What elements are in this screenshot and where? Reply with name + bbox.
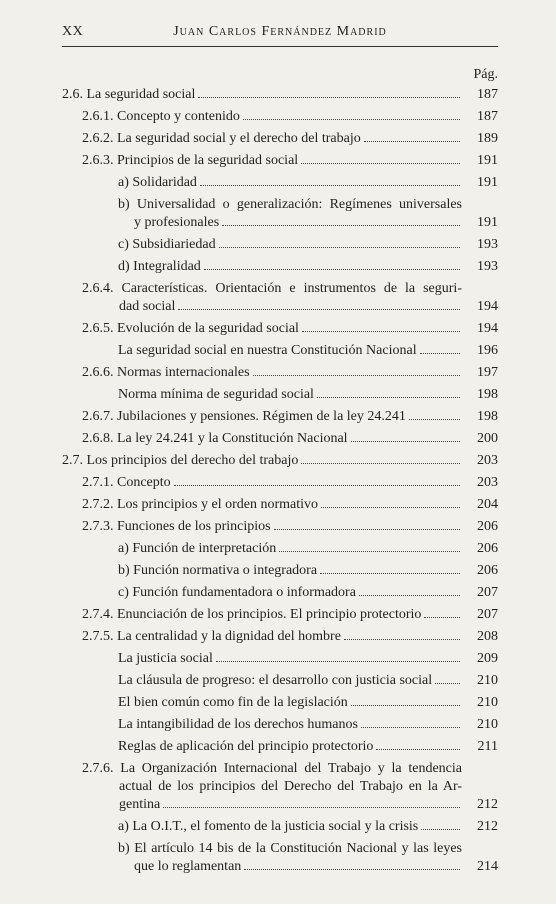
dot-leader bbox=[253, 375, 460, 376]
page-column-label: Pág. bbox=[473, 67, 498, 82]
toc-entry-title bbox=[82, 130, 498, 148]
dot-leader bbox=[244, 869, 460, 870]
toc-entry bbox=[62, 650, 498, 668]
toc-entry bbox=[62, 584, 498, 602]
toc-entry-text: 2.7.5. La centralidad y la dignidad del hombre bbox=[82, 629, 341, 644]
dot-leader bbox=[222, 225, 460, 226]
toc-entry-text: 2.6.6. Normas internacionales bbox=[82, 365, 250, 380]
toc-entry-line bbox=[82, 518, 462, 536]
running-title: Juan Carlos Fernández Madrid bbox=[173, 24, 387, 39]
toc-page-number: 206 bbox=[477, 519, 498, 534]
toc-entry-title bbox=[118, 196, 498, 232]
dot-leader bbox=[435, 683, 460, 684]
toc-entry-line bbox=[118, 584, 462, 602]
toc-entry-title bbox=[82, 628, 498, 646]
toc-entry-title bbox=[118, 540, 498, 558]
toc-entry-title bbox=[62, 86, 498, 104]
toc-entry-title bbox=[118, 650, 498, 668]
toc-entry-text: 2.7.3. Funciones de los principios bbox=[82, 519, 271, 534]
toc-entry-title bbox=[118, 236, 498, 254]
dot-leader bbox=[178, 309, 460, 310]
dot-leader bbox=[320, 573, 460, 574]
dot-leader bbox=[219, 247, 460, 248]
toc-page-number: 198 bbox=[477, 387, 498, 402]
toc-entry bbox=[62, 474, 498, 492]
toc-entry-line bbox=[118, 236, 462, 254]
dot-leader bbox=[198, 97, 460, 98]
toc-page-number: 191 bbox=[477, 175, 498, 190]
toc-entry-line bbox=[118, 858, 462, 876]
toc-entry-title bbox=[118, 174, 498, 192]
toc-entry-title bbox=[118, 562, 498, 580]
toc-entry-text: 2.7.2. Los principios y el orden normativo bbox=[82, 497, 319, 512]
toc-entry-text: 2.7.4. Enunciación de los principios. El principio protectorio bbox=[82, 607, 422, 622]
toc-page-number: 209 bbox=[477, 651, 498, 666]
toc-entry-text: El bien común como fin de la legislación bbox=[118, 695, 348, 710]
toc-entry-text: 2.6.2. La seguridad social y el derecho del trabajo bbox=[82, 131, 361, 146]
toc-entry bbox=[62, 152, 498, 170]
toc-entry bbox=[62, 86, 498, 104]
toc-entry-line bbox=[82, 152, 462, 170]
toc-page-number: 197 bbox=[477, 365, 498, 380]
dot-leader bbox=[274, 529, 460, 530]
toc-page-number: 203 bbox=[477, 475, 498, 490]
toc-entry-title bbox=[82, 430, 498, 448]
toc-entry-text: a) Función de interpretación bbox=[118, 541, 277, 556]
toc-page-number: 210 bbox=[477, 717, 498, 732]
dot-leader bbox=[301, 163, 460, 164]
toc-entry bbox=[62, 562, 498, 580]
toc-entry-line bbox=[82, 496, 462, 514]
dot-leader bbox=[421, 829, 460, 830]
toc-entry-text: 2.6.1. Concepto y contenido bbox=[82, 109, 240, 124]
page-folio: XX bbox=[62, 24, 84, 39]
page-header bbox=[62, 24, 498, 47]
dot-leader bbox=[243, 119, 460, 120]
toc-entry-text: Reglas de aplicación del principio protectorio bbox=[118, 739, 374, 754]
toc-page-number: 207 bbox=[477, 607, 498, 622]
toc-entry bbox=[62, 540, 498, 558]
toc-entry bbox=[62, 716, 498, 734]
toc-entry bbox=[62, 760, 498, 814]
toc-entry bbox=[62, 130, 498, 148]
dot-leader bbox=[424, 617, 460, 618]
toc-entry-line bbox=[118, 818, 462, 836]
toc-page-number: 214 bbox=[477, 859, 498, 874]
toc-entry bbox=[62, 196, 498, 232]
toc-entry bbox=[62, 606, 498, 624]
toc-page-number: 210 bbox=[477, 673, 498, 688]
dot-leader bbox=[351, 441, 460, 442]
toc-page-number: 212 bbox=[477, 797, 498, 812]
toc-entry-text: 2.6.8. La ley 24.241 y la Constitución Nacional bbox=[82, 431, 348, 446]
toc-entry-title bbox=[118, 738, 498, 756]
toc-entry-line bbox=[82, 778, 462, 796]
toc-entry-line bbox=[118, 694, 462, 712]
toc-page-number: 191 bbox=[477, 153, 498, 168]
toc-entry bbox=[62, 452, 498, 470]
toc-entry-title bbox=[118, 818, 498, 836]
toc-entry-text: Norma mínima de seguridad social bbox=[118, 387, 314, 402]
toc-page-number: 208 bbox=[477, 629, 498, 644]
toc-entry-line bbox=[118, 258, 462, 276]
toc-page-number: 191 bbox=[477, 215, 498, 230]
dot-leader bbox=[409, 419, 460, 420]
toc-entry-text: La justicia social bbox=[118, 651, 213, 666]
toc-page-number: 206 bbox=[477, 541, 498, 556]
toc-entry-text: 2.6.5. Evolución de la seguridad social bbox=[82, 321, 299, 336]
dot-leader bbox=[174, 485, 460, 486]
toc-entry-line bbox=[82, 364, 462, 382]
toc-page-number: 193 bbox=[477, 237, 498, 252]
toc-entry-line bbox=[118, 650, 462, 668]
toc-entry-line bbox=[82, 796, 462, 814]
toc-entry-title bbox=[82, 108, 498, 126]
dot-leader bbox=[204, 269, 460, 270]
toc-entry-text: a) La O.I.T., el fomento de la justicia social y la crisis bbox=[118, 819, 419, 834]
toc-page-number: 198 bbox=[477, 409, 498, 424]
toc-entry-line bbox=[118, 540, 462, 558]
toc-entry-line bbox=[82, 606, 462, 624]
toc-entry bbox=[62, 694, 498, 712]
toc-entry-text: c) Subsidiariedad bbox=[118, 237, 216, 252]
toc-entry-title bbox=[82, 496, 498, 514]
toc-entry-title bbox=[118, 258, 498, 276]
toc-entry-line bbox=[82, 474, 462, 492]
toc-entry-title bbox=[118, 342, 498, 360]
toc-entry-text: 2.6.3. Principios de la seguridad social bbox=[82, 153, 299, 168]
dot-leader bbox=[301, 463, 460, 464]
dot-leader bbox=[302, 331, 460, 332]
toc-entry-title bbox=[82, 408, 498, 426]
dot-leader bbox=[351, 705, 460, 706]
toc-entry-line bbox=[62, 86, 462, 104]
toc-page-number: 194 bbox=[477, 321, 498, 336]
toc-entry bbox=[62, 496, 498, 514]
toc-entry bbox=[62, 408, 498, 426]
toc-entry-line bbox=[82, 280, 462, 298]
toc-entry bbox=[62, 672, 498, 690]
toc-page-number: 207 bbox=[477, 585, 498, 600]
toc-entry-line bbox=[118, 716, 462, 734]
toc-entry-title bbox=[118, 840, 498, 876]
toc-entry-text: b) Universalidad o generalización: Regímenes universales bbox=[118, 197, 462, 212]
toc-entry bbox=[62, 280, 498, 316]
toc-page-number: 194 bbox=[477, 299, 498, 314]
toc-page-number: 210 bbox=[477, 695, 498, 710]
toc-entry-line bbox=[118, 342, 462, 360]
toc-entry-title bbox=[82, 760, 498, 814]
toc-page-number: 203 bbox=[477, 453, 498, 468]
toc-entry-text: y profesionales bbox=[134, 215, 220, 230]
toc-entry-title bbox=[118, 716, 498, 734]
toc-entry-text: La intangibilidad de los derechos humanos bbox=[118, 717, 358, 732]
toc-page-number: 206 bbox=[477, 563, 498, 578]
toc-entry-line bbox=[62, 452, 462, 470]
toc-entry-text: 2.6. La seguridad social bbox=[62, 87, 196, 102]
toc-entry-text: 2.7. Los principios del derecho del trabajo bbox=[62, 453, 299, 468]
toc-entry bbox=[62, 320, 498, 338]
toc-entry-line bbox=[82, 628, 462, 646]
toc-entry-title bbox=[82, 280, 498, 316]
toc-entry bbox=[62, 342, 498, 360]
toc-entry-line bbox=[118, 386, 462, 404]
toc-entry bbox=[62, 236, 498, 254]
toc-entry-title bbox=[82, 606, 498, 624]
dot-leader bbox=[420, 353, 460, 354]
table-of-contents bbox=[62, 86, 498, 880]
toc-entry bbox=[62, 386, 498, 404]
toc-entry bbox=[62, 738, 498, 756]
toc-page-number: 200 bbox=[477, 431, 498, 446]
toc-entry-title bbox=[62, 452, 498, 470]
toc-entry-text: dad social bbox=[119, 299, 176, 314]
toc-entry bbox=[62, 518, 498, 536]
toc-entry bbox=[62, 364, 498, 382]
toc-entry-line bbox=[118, 562, 462, 580]
toc-entry-text: 2.7.6. La Organización Internacional del Trabajo y la tendencia bbox=[82, 761, 462, 776]
toc-entry-text: a) Solidaridad bbox=[118, 175, 197, 190]
toc-entry-text: que lo reglamentan bbox=[134, 859, 242, 874]
toc-entry-line bbox=[118, 840, 462, 858]
toc-entry-line bbox=[118, 672, 462, 690]
dot-leader bbox=[359, 595, 460, 596]
toc-entry bbox=[62, 258, 498, 276]
dot-leader bbox=[364, 141, 460, 142]
toc-page-number: 196 bbox=[477, 343, 498, 358]
toc-entry-title bbox=[82, 320, 498, 338]
toc-entry-text: b) El artículo 14 bis de la Constitución Nacional y las leyes bbox=[118, 841, 462, 856]
toc-entry-line bbox=[82, 320, 462, 338]
toc-page-number: 212 bbox=[477, 819, 498, 834]
toc-entry-line bbox=[82, 108, 462, 126]
toc-entry-text: 2.7.1. Concepto bbox=[82, 475, 171, 490]
toc-entry-text: actual de los principios del Derecho del Trabajo en la Ar- bbox=[119, 779, 462, 794]
toc-entry-text: d) Integralidad bbox=[118, 259, 201, 274]
toc-entry-text: gentina bbox=[119, 797, 161, 812]
toc-entry-line bbox=[118, 738, 462, 756]
toc-entry-line bbox=[118, 174, 462, 192]
toc-entry bbox=[62, 840, 498, 876]
toc-entry-text: 2.6.4. Características. Orientación e instrumentos de la seguri- bbox=[82, 281, 462, 296]
toc-entry bbox=[62, 174, 498, 192]
dot-leader bbox=[317, 397, 460, 398]
toc-entry-title bbox=[82, 364, 498, 382]
toc-entry-title bbox=[82, 474, 498, 492]
dot-leader bbox=[361, 727, 460, 728]
toc-entry bbox=[62, 108, 498, 126]
toc-entry bbox=[62, 430, 498, 448]
toc-entry bbox=[62, 818, 498, 836]
toc-entry-line bbox=[82, 408, 462, 426]
toc-entry-title bbox=[118, 694, 498, 712]
dot-leader bbox=[376, 749, 460, 750]
toc-entry-text: La cláusula de progreso: el desarrollo con justicia social bbox=[118, 673, 433, 688]
toc-page-number: 193 bbox=[477, 259, 498, 274]
toc-entry bbox=[62, 628, 498, 646]
toc-entry-line bbox=[82, 760, 462, 778]
toc-entry-text: La seguridad social en nuestra Constitución Nacional bbox=[118, 343, 417, 358]
dot-leader bbox=[321, 507, 460, 508]
toc-page-number: 189 bbox=[477, 131, 498, 146]
dot-leader bbox=[200, 185, 460, 186]
toc-entry-line bbox=[82, 430, 462, 448]
toc-entry-line bbox=[82, 298, 462, 316]
toc-entry-title bbox=[118, 672, 498, 690]
dot-leader bbox=[216, 661, 460, 662]
dot-leader bbox=[344, 639, 460, 640]
toc-entry-text: b) Función normativa o integradora bbox=[118, 563, 318, 578]
toc-page-number: 187 bbox=[477, 109, 498, 124]
toc-entry-title bbox=[82, 518, 498, 536]
toc-page-number: 204 bbox=[477, 497, 498, 512]
toc-entry-text: 2.6.7. Jubilaciones y pensiones. Régimen de la ley 24.241 bbox=[82, 409, 406, 424]
toc-entry-line bbox=[118, 214, 462, 232]
toc-entry-line bbox=[82, 130, 462, 148]
dot-leader bbox=[279, 551, 460, 552]
toc-entry-title bbox=[118, 584, 498, 602]
toc-page-number: 187 bbox=[477, 87, 498, 102]
toc-entry-line bbox=[118, 196, 462, 214]
toc-page-number: 211 bbox=[477, 739, 498, 754]
toc-entry-title bbox=[118, 386, 498, 404]
toc-entry-text: c) Función fundamentadora o informadora bbox=[118, 585, 356, 600]
toc-entry-title bbox=[82, 152, 498, 170]
dot-leader bbox=[163, 807, 460, 808]
